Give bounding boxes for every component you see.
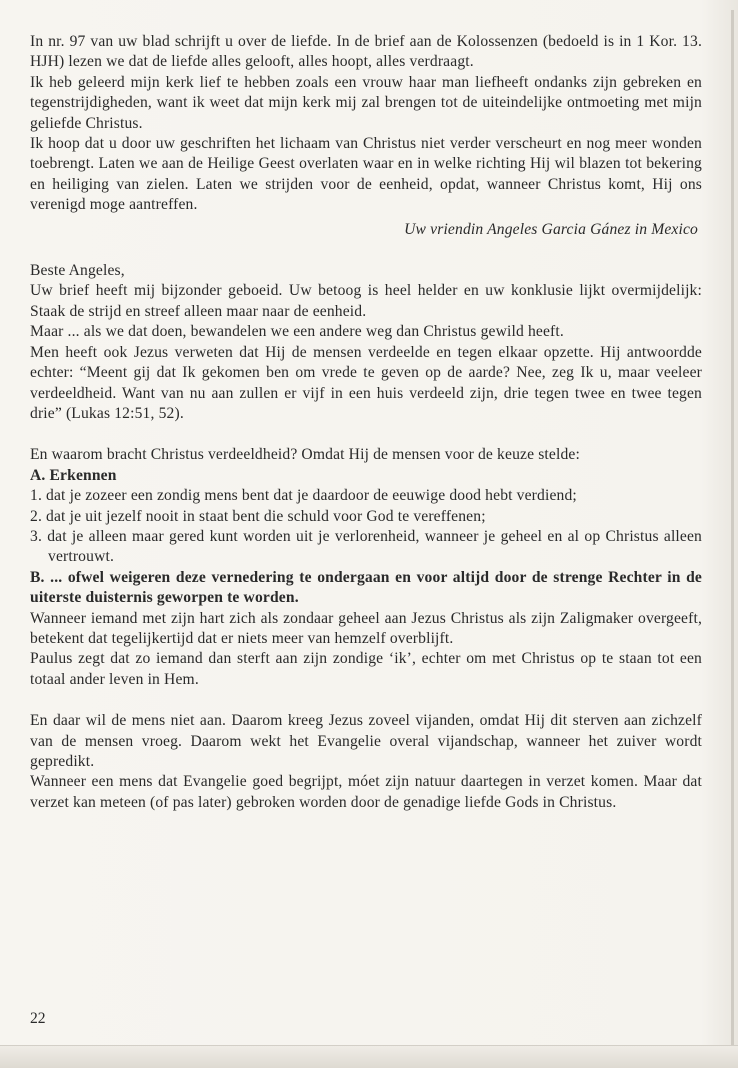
paragraph: Uw brief heeft mij bijzonder geboeid. Uw betoog is heel helder en uw konklusie lijkt overmijdelijk: Staak de strijd en streef alleen maar naar de eenheid.: [30, 282, 702, 320]
heading-a: A. Erkennen: [30, 466, 117, 484]
list-item: 2. dat je uit jezelf nooit in staat bent die schuld voor God te vereffenen;: [30, 507, 486, 525]
paragraph: Ik hoop dat u door uw geschriften het lichaam van Christus niet verder verscheurt en nog meer wonden toebrengt. Laten we aan de Heilige Geest overlaten waar en in welke richting Hij wil blazen tot bekering en heiliging van zielen. Laten we strijden voor de eenheid, opdat, wanneer Christus komt, Hij ons verenigd moge aantreffen.: [30, 135, 702, 214]
page-edge-right: [731, 10, 734, 1068]
page-edge-bottom: [0, 1045, 738, 1068]
paragraph: In nr. 97 van uw blad schrijft u over de liefde. In de brief aan de Kolossenzen (bedoeld is in 1 Kor. 13. HJH) lezen we dat de liefde alles gelooft, alles hoopt, alles verdraagt.: [30, 33, 702, 71]
list-item: 3. dat je alleen maar gered kunt worden uit je verlorenheid, wanneer je geheel en al op Christus alleen vertrouwt.: [30, 527, 702, 566]
paragraph: Wanneer iemand met zijn hart zich als zondaar geheel aan Jezus Christus als zijn Zaligmaker overgeeft, betekent dat tegelijkertijd dat er niets meer van hemzelf overblijft.: [30, 609, 702, 647]
paragraph: Ik heb geleerd mijn kerk lief te hebben zoals een vrouw haar man liefheeft ondanks zijn gebreken en tegenstrijdigheden, want ik weet dat mijn kerk mij zal brengen tot de uiteindelijke ontmoeting met mijn geliefde Christus.: [30, 73, 702, 132]
paragraph: En daar wil de mens niet aan. Daarom kreeg Jezus zoveel vijanden, omdat Hij dit sterven aan zichzelf van de mensen vroeg. Daarom wekt het Evangelie overal vijandschap, wanneer het zuiver wordt gepredikt.: [30, 712, 702, 770]
paragraph: Maar ... als we dat doen, bewandelen we een andere weg dan Christus gewild heeft.: [30, 323, 564, 341]
paragraph: Men heeft ook Jezus verweten dat Hij de mensen verdeelde en tegen elkaar opzette. Hij antwoordde echter: “Meent gij dat Ik gekomen ben om vrede te geven op de aarde? Nee, zeg Ik u, maar veeleer verdeeldheid. Want van nu aan zullen er vijf in een huis verdeeld zijn, drie tegen twee en twee tegen drie” (Lukas 12:51, 52).: [30, 343, 702, 422]
paragraph: En waarom bracht Christus verdeeldheid? Omdat Hij de mensen voor de keuze stelde:: [30, 446, 580, 464]
paragraph: Wanneer een mens dat Evangelie goed begrijpt, móet zijn natuur daartegen in verzet komen. Maar dat verzet kan meteen (of pas later) gebroken worden door de genadige liefde Gods in Christus.: [30, 773, 702, 811]
letter-signature: Uw vriendin Angeles Garcia Gánez in Mexico: [404, 220, 698, 238]
paragraph: Paulus zegt dat zo iemand dan sterft aan zijn zondige ‘ik’, echter om met Christus op te staan tot een totaal ander leven in Hem.: [30, 650, 702, 688]
page-number: 22: [30, 1010, 46, 1027]
reply-salutation: Beste Angeles,: [30, 262, 125, 280]
heading-b: B. ... ofwel weigeren deze vernedering te ondergaan en voor altijd door de strenge Rechter in de uiterste duisternis geworpen te worden.: [30, 568, 702, 607]
list-item: 1. dat je zozeer een zondig mens bent dat je daardoor de eeuwige dood hebt verdiend;: [30, 487, 577, 505]
body-text: [30, 32, 702, 813]
